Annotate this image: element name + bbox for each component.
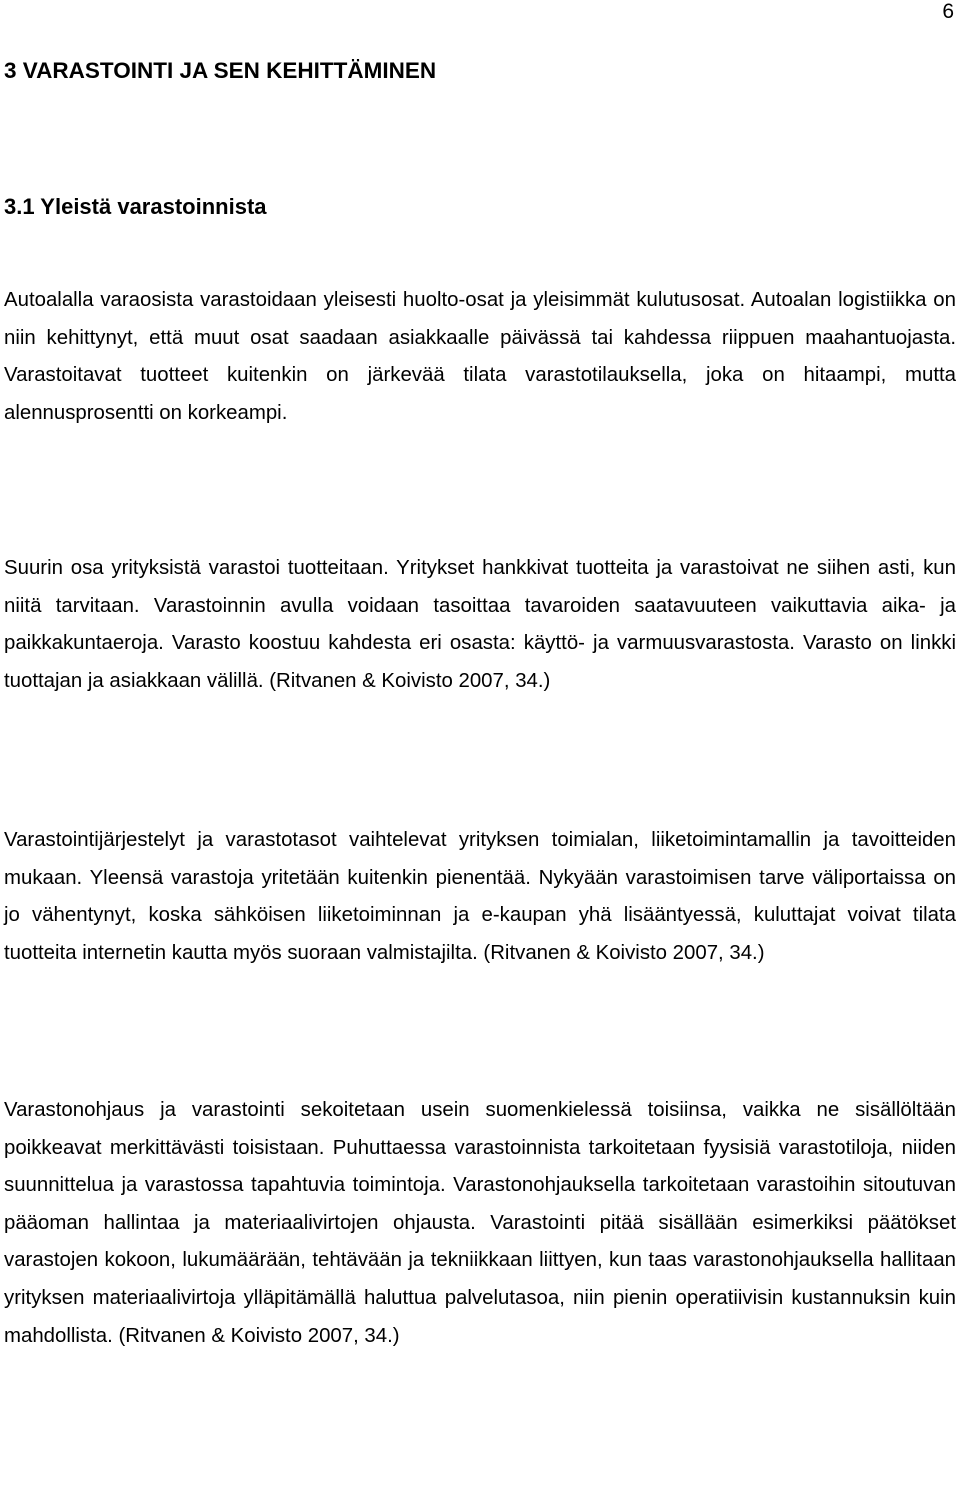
page-number: 6: [942, 0, 954, 23]
paragraph-2: Suurin osa yrityksistä varastoi tuotteitaan. Yritykset hankkivat tuotteita ja varastoivat ne siihen asti, kun niitä tarvitaan. Varastoinnin avulla voidaan tasoittaa tavaroiden saatavuuteen vaikuttavia aika- ja paikkakuntaeroja. Varasto koostuu kahdesta eri osasta: käyttö- ja varmuusvarastosta. Varasto on linkki tuottajan ja asiakkaan välillä. (Ritvanen & Koivisto 2007, 34.): [4, 557, 956, 692]
paragraph-1: Autoalalla varaosista varastoidaan yleisesti huolto-osat ja yleisimmät kulutusosat. Autoalan logistiikka on niin kehittynyt, että muut osat saadaan asiakkaalle päivässä tai kahdessa riippuen maahantuojasta. Varastoitavat tuotteet kuitenkin on järkevää tilata varastotilauksella, joka on hitaampi, mutta alennusprosentti on korkeampi.: [4, 289, 956, 424]
chapter-heading: 3 VARASTOINTI JA SEN KEHITTÄMINEN: [4, 58, 437, 83]
paragraph-4: Varastonohjaus ja varastointi sekoitetaan usein suomenkielessä toisiinsa, vaikka ne sisällöltään poikkeavat merkittävästi toisistaan. Puhuttaessa varastoinnista tarkoitetaan fyysisiä varastotiloja, niiden suunnittelua ja varastossa tapahtuvia toimintoja. Varastonohjauksella tarkoitetaan varastoihin sitoutuvan pääoman hallintaa ja materiaalivirtojen ohjausta. Varastointi pitää sisällään esimerkiksi päätökset varastojen kokoon, lukumäärään, tehtävään ja tekniikkaan liittyen, kun taas varastonohjauksella hallitaan yrityksen materiaalivirtoja ylläpitämällä haluttua palvelutasoa, niin pienin operatiivisin kustannuksin kuin mahdollista. (Ritvanen & Koivisto 2007, 34.): [4, 1099, 956, 1347]
section-heading: 3.1 Yleistä varastoinnista: [4, 194, 267, 219]
paragraph-3: Varastointijärjestelyt ja varastotasot vaihtelevat yrityksen toimialan, liiketoimintamallin ja tavoitteiden mukaan. Yleensä varastoja yritetään kuitenkin pienentää. Nykyään varastoimisen tarve väliportaissa on jo vähentynyt, koska sähköisen liiketoiminnan ja e-kaupan yhä lisääntyessä, kuluttajat voivat tilata tuotteita internetin kautta myös suoraan valmistajilta. (Ritvanen & Koivisto 2007, 34.): [4, 829, 956, 964]
